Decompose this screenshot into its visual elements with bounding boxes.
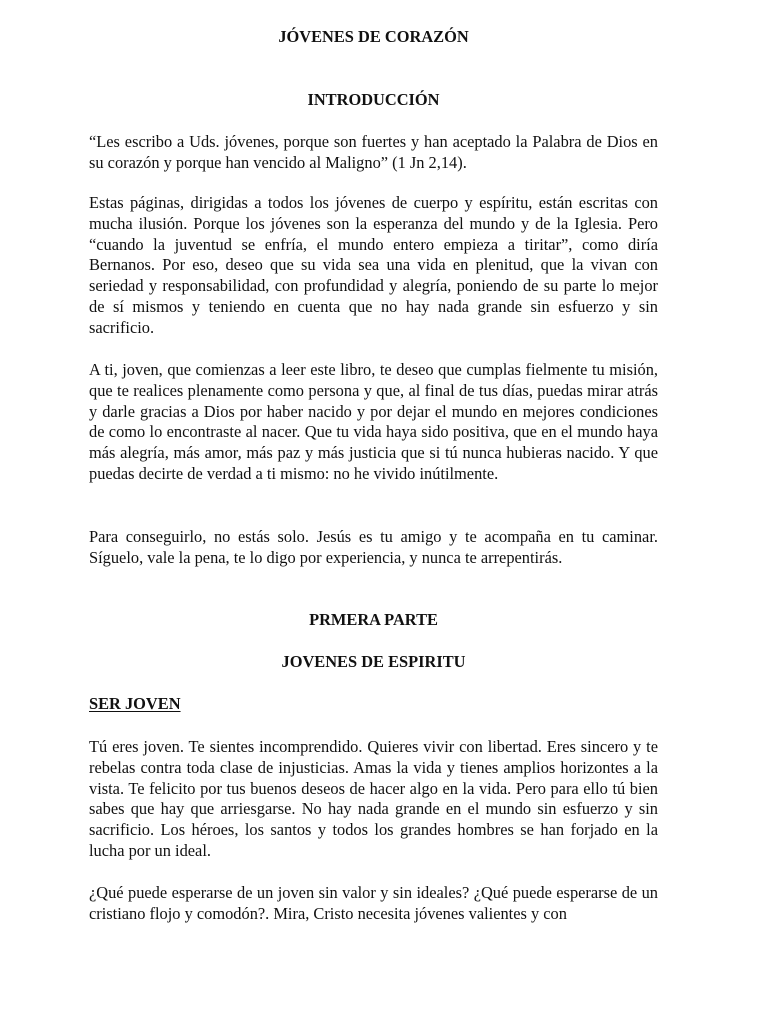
section-paragraph-2: ¿Qué puede esperarse de un joven sin valor y sin ideales? ¿Qué puede esperarse de un cristiano flojo y comodón?. Mira, Cristo necesita jóvenes valientes y con bbox=[89, 883, 658, 923]
section-paragraph-1: Tú eres joven. Te sientes incomprendido. Quieres vivir con libertad. Eres sincero y te rebelas contra toda clase de injusticias. Amas la vida y tienes amplios horizontes a la vista. Te felicito por tus buenos deseos de hacer algo en la vida. Pero para ello tú bien sabes que hay que arriesgarse. No hay nada grande en el mundo sin esfuerzo y sin sacrificio. Los héroes, los santos y todos los grandes hombres se han forjado en la lucha por un ideal. bbox=[89, 737, 658, 860]
intro-paragraph-3: Para conseguirlo, no estás solo. Jesús es tu amigo y te acompaña en tu caminar. Síguelo, vale la pena, te lo digo por experiencia, y nunca te arrepentirás. bbox=[89, 527, 658, 567]
introduction-heading: INTRODUCCIÓN bbox=[307, 90, 440, 109]
opening-quote: “Les escribo a Uds. jóvenes, porque son fuertes y han aceptado la Palabra de Dios en su corazón y porque han vencido al Maligno” (1 Jn 2,14). bbox=[89, 132, 658, 172]
part-heading: PRMERA PARTE bbox=[309, 610, 438, 629]
section-heading-text: SER JOVEN bbox=[89, 694, 181, 713]
document-title: JÓVENES DE CORAZÓN bbox=[278, 27, 469, 46]
intro-paragraph-2: A ti, joven, que comienzas a leer este libro, te deseo que cumplas fielmente tu misión, que te realices plenamente como persona y que, al final de tus días, puedas mirar atrás y darle gracias a Dios por haber nacido y por dejar el mundo en mejores condiciones de como lo encontraste al nacer. Que tu vida haya sido positiva, que en el mundo haya más alegría, más amor, más paz y más justicia que si tú nunca hubieras nacido. Y que puedas decirte de verdad a ti mismo: no he vivido inútilmente. bbox=[89, 360, 658, 483]
intro-paragraph-1: Estas páginas, dirigidas a todos los jóvenes de cuerpo y espíritu, están escritas con mucha ilusión. Porque los jóvenes son la esperanza del mundo y de la Iglesia. Pero “cuando la juventud se enfría, el mundo entero empieza a tiritar”, como diría Bernanos. Por eso, deseo que su vida sea una vida en plenitud, que la vivan con seriedad y responsabilidad, con profundidad y alegría, poniendo de su parte lo mejor de sí mismos y teniendo en cuenta que no hay nada grande sin esfuerzo y sin sacrificio. bbox=[89, 193, 658, 337]
section-heading bbox=[89, 694, 658, 715]
part-subheading: JOVENES DE ESPIRITU bbox=[281, 652, 466, 671]
